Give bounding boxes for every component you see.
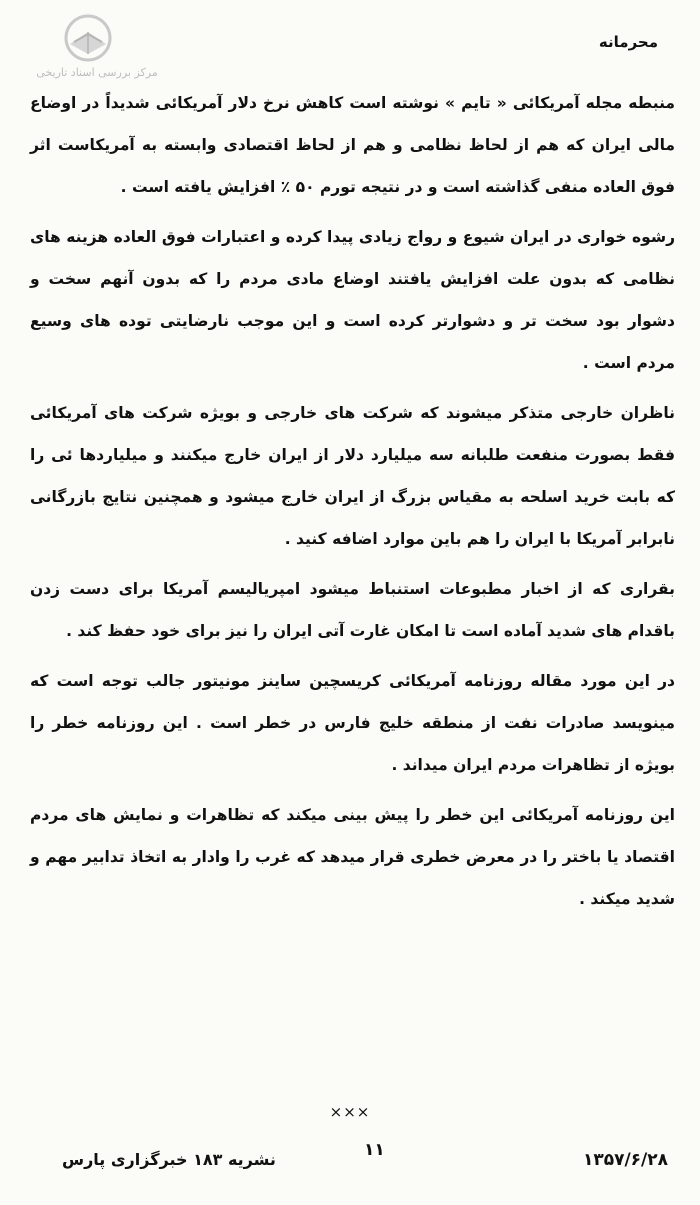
paragraph-6: این روزنامه آمریکائی این خطر را پیش بینی میکند که تظاهرات و نمایش های مردم اقتصاد یا باختر را در معرض خطری قرار میدهد که غرب را وادار به اتخاذ تدابیر مهم و شدید میکند . (30, 806, 675, 908)
book-emblem-icon (54, 14, 122, 66)
document-date: ۱۳۵۷/۶/۲۸ (582, 1150, 668, 1170)
classification-label: محرمانه (598, 33, 658, 51)
document-body (30, 82, 675, 928)
section-separator: ××× (329, 1103, 371, 1121)
paragraph-3: ناظران خارجی متذکر میشوند که شرکت های خارجی و بویژه شرکت های آمریکائی فقط بصورت منفعت طلبانه سه میلیارد دلار از ایران خارج میکنند و میلیاردها ئی را که بابت خرید اسلحه به مقیاس بزرگ از ایران خارج میشود و همچنین نتایج بازرگانی نابرابر آمریکا با ایران را هم باین موارد اضافه کنید . (30, 404, 675, 548)
archive-logo (22, 14, 158, 84)
paragraph-4: بقراری که از اخبار مطبوعات استنباط میشود امپریالیسم آمریکا برای دست زدن باقدام های شدید آماده است تا امکان غارت آتی ایران را نیز برای خود حفظ کند . (30, 580, 675, 640)
page-number: ۱۱ (364, 1140, 385, 1160)
paragraph-5: در این مورد مقاله روزنامه آمریکائی کریسچین ساینز مونیتور جالب توجه است که مینویسد صادرات نفت از منطقه خلیج فارس در خطر است . این روزنامه خطر را بویژه از تظاهرات مردم ایران میداند . (30, 672, 675, 774)
bulletin-source: نشریه ۱۸۳ خبرگزاری پارس (62, 1150, 276, 1169)
logo-caption: مرکز بررسی اسناد تاریخی (36, 66, 158, 79)
paragraph-2: رشوه خواری در ایران شیوع و رواج زیادی پیدا کرده و اعتبارات فوق العاده هزینه های نظامی که بدون علت افزایش یافتند اوضاع مادی مردم را که بدون آنهم سخت و دشوار بود سخت تر و دشوارتر کرده است و این موجب نارضایتی توده های وسیع مردم است . (30, 228, 675, 372)
paragraph-1: منبطه مجله آمریکائی « تایم » نوشته است کاهش نرخ دلار آمریکائی شدیداً در اوضاع مالی ایران که هم از لحاظ نظامی و هم از لحاظ اقتصادی وابسته به آمریکاست اثر فوق العاده منفی گذاشته است و در نتیجه تورم ۵۰ ٪ افزایش یافته است . (30, 94, 675, 196)
